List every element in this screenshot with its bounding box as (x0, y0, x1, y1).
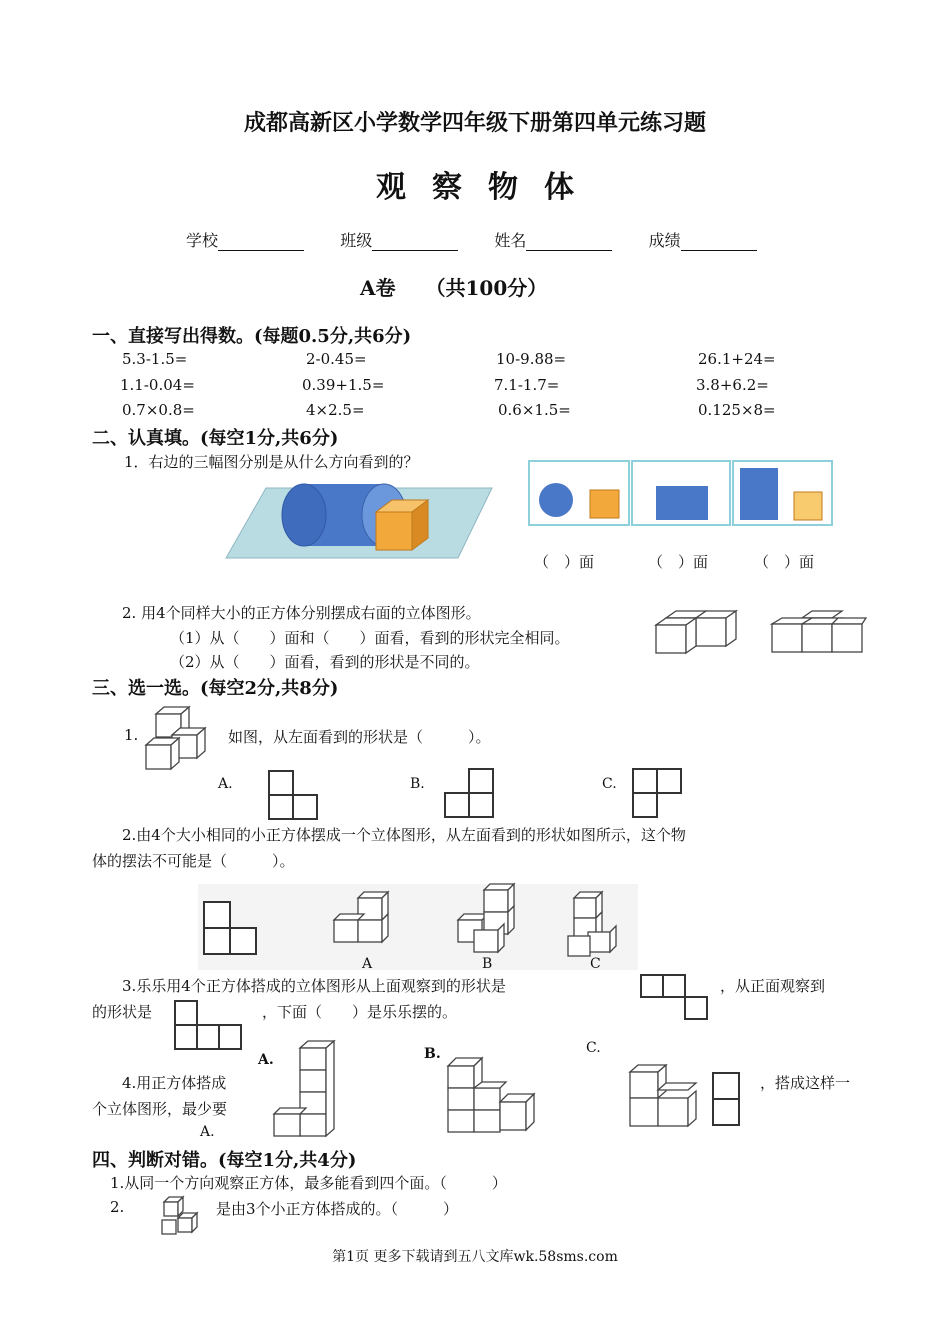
part2-q2-sub1: （1）从（ ）面和（ ）面看，看到的形状完全相同。 (170, 629, 570, 647)
q1-option-b-shape (444, 768, 496, 820)
part3-q1-num: 1. (124, 726, 139, 744)
page-subtitle: 观察物体 (376, 170, 600, 205)
arith-item: 1.1-0.04= (120, 376, 195, 394)
info-fields (186, 228, 757, 251)
arith-item: 0.125×8= (698, 401, 776, 419)
q3-option-b[interactable]: B. (424, 1046, 441, 1062)
class-blank[interactable] (372, 232, 458, 251)
q3-front-view-shape (174, 1000, 246, 1052)
view-blank-3[interactable]: （ ）面 (754, 553, 815, 571)
q1-option-a[interactable]: A. (218, 776, 233, 792)
arith-item: 4×2.5= (306, 401, 365, 419)
square-view (590, 490, 619, 518)
score-label: 成绩 (648, 231, 681, 250)
q2-figure-strip (198, 884, 638, 970)
arith-item: 26.1+24= (698, 350, 776, 368)
arith-item: 7.1-1.7= (494, 376, 560, 394)
arith-item: 0.39+1.5= (302, 376, 385, 394)
q3-top-view-shape (640, 974, 710, 1022)
orange-cube (376, 500, 428, 550)
q4-view-shape (712, 1072, 742, 1128)
arith-item: 10-9.88= (496, 350, 567, 368)
part1-heading: 一、直接写出得数。(每题0.5分,共6分) (92, 326, 412, 347)
part2-q1: 1．右边的三幅图分别是从什么方向看到的？ (124, 453, 419, 471)
part3-q3-line1a: 3.乐乐用4个正方体搭成的立体图形从上面观察到的形状是 (122, 977, 506, 995)
part3-q3-line2a: 的形状是 (92, 1003, 153, 1021)
cube-arrangement-1 (656, 610, 752, 656)
q3-option-c-figure (626, 1062, 700, 1132)
part4-q2-num: 2. (110, 1198, 125, 1216)
arith-item: 2-0.45= (306, 350, 367, 368)
arith-item: 3.8+6.2= (696, 376, 769, 394)
part3-q4-line2: 个立体图形，最少要 (92, 1100, 228, 1118)
part3-q2-line1: 2.由4个大小相同的小正方体摆成一个立体图形，从左面看到的形状如图所示，这个物 (122, 826, 686, 844)
view-blank-1[interactable]: （ ）面 (534, 553, 595, 571)
part3-q3-line1b: ，从正面观察到 (720, 977, 826, 995)
circle-view (539, 483, 573, 517)
part3-q3-line2b: ，下面（ ）是乐乐摆的。 (262, 1003, 458, 1021)
arith-item: 0.7×0.8= (122, 401, 195, 419)
q1-option-c[interactable]: C. (602, 776, 617, 792)
q1-cube-figure (146, 704, 216, 772)
q1-option-c-shape (632, 768, 684, 820)
section-a-title: A卷 （共100分） (360, 276, 548, 300)
class-label: 班级 (340, 231, 373, 250)
q2-option-c[interactable]: C (590, 956, 601, 972)
part3-heading: 三、选一选。(每空2分,共8分) (92, 678, 339, 699)
q2-option-a[interactable]: A (362, 956, 373, 972)
q4-option-a[interactable]: A. (200, 1124, 215, 1140)
rectangle-view (656, 486, 708, 520)
q3-option-c[interactable]: C. (586, 1040, 601, 1056)
school-blank[interactable] (218, 232, 304, 251)
part3-q2-line2: 体的摆法不可能是（ ）。 (92, 852, 295, 870)
name-label: 姓名 (494, 231, 527, 250)
tall-rect-view (740, 468, 778, 520)
name-blank[interactable] (526, 232, 612, 251)
q2-option-b[interactable]: B (482, 956, 493, 972)
part2-heading: 二、认真填。(每空1分,共6分) (92, 428, 339, 449)
q1-option-b[interactable]: B. (410, 776, 425, 792)
part3-q4-line1b: ，搭成这样一 (760, 1074, 851, 1092)
part3-q4-line1a: 4.用正方体搭成 (122, 1074, 227, 1092)
scene-illustration (226, 470, 496, 562)
part3-q1-text: 如图，从左面看到的形状是（ ）。 (228, 728, 491, 746)
q3-option-a-figure (266, 1040, 340, 1140)
view-blank-2[interactable]: （ ）面 (648, 553, 709, 571)
q3-option-a[interactable]: A. (258, 1052, 274, 1068)
small-square-view (794, 492, 822, 520)
school-label: 学校 (186, 231, 219, 250)
page-footer: 第1页 更多下载请到五八文库wk.58sms.com (332, 1249, 618, 1265)
part4-q2-text: 是由3个小正方体搭成的。（ ） (216, 1200, 459, 1218)
part2-q2-sub2: （2）从（ ）面看，看到的形状是不同的。 (170, 653, 480, 671)
arith-item: 0.6×1.5= (498, 401, 571, 419)
arith-item: 5.3-1.5= (122, 350, 188, 368)
score-blank[interactable] (681, 232, 757, 251)
cube-arrangement-2 (772, 610, 868, 656)
part4-heading: 四、判断对错。(每空1分,共4分) (92, 1150, 357, 1171)
part4-q1: 1.从同一个方向观察正方体，最多能看到四个面。（ ） (110, 1174, 507, 1192)
page-title: 成都高新区小学数学四年级下册第四单元练习题 (243, 110, 706, 136)
part2-q2: 2. 用4个同样大小的正方体分别摆成右面的立体图形。 (122, 604, 481, 622)
q1-option-a-shape (268, 770, 320, 822)
q3-option-b-figure (444, 1054, 540, 1140)
part4-q2-cube-figure (158, 1196, 202, 1238)
view-frames (528, 460, 834, 528)
